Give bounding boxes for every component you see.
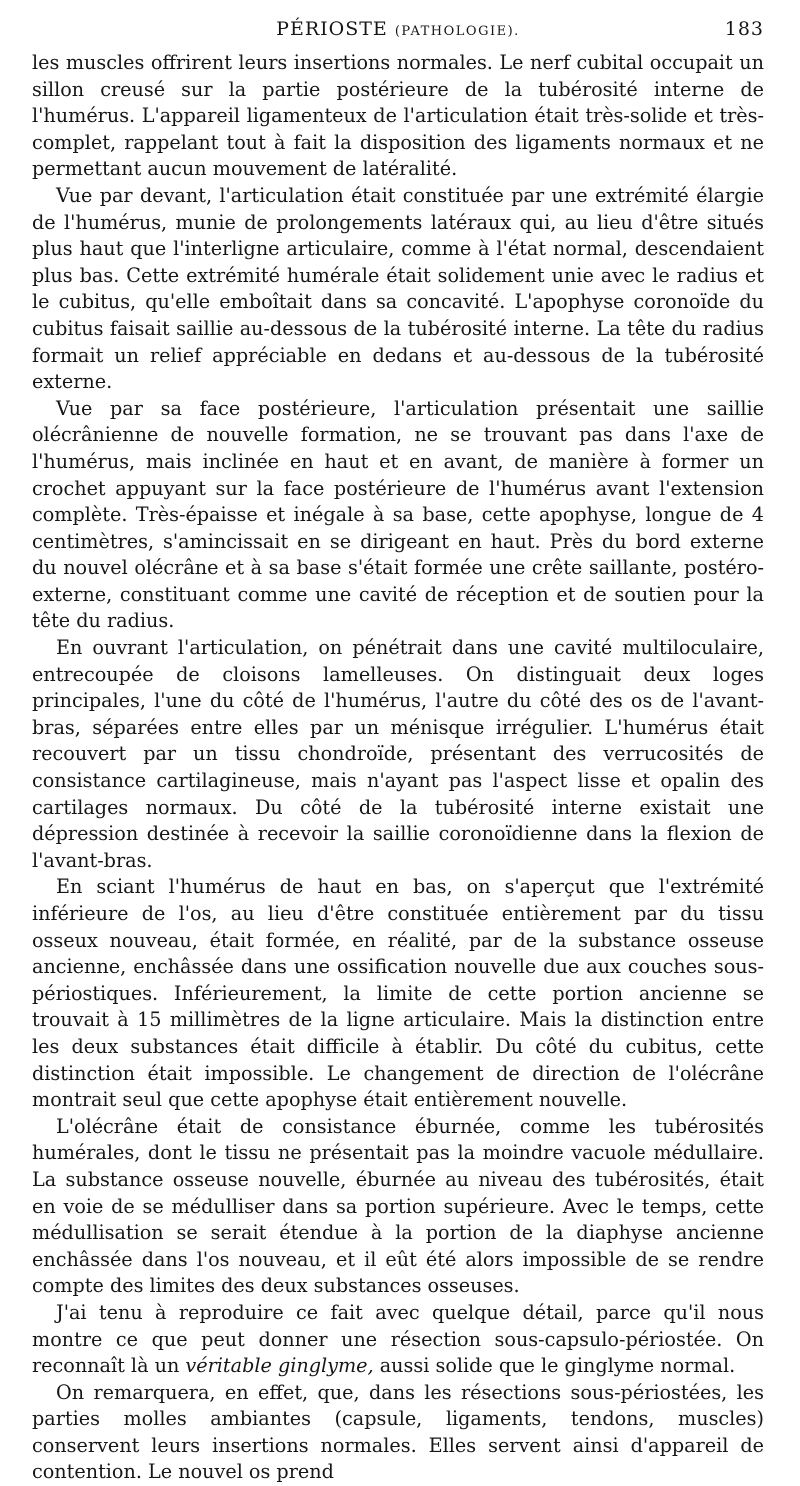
paragraph-text: aussi solide que le ginglyme normal. bbox=[373, 1354, 736, 1378]
running-head bbox=[32, 12, 764, 50]
italic-term: véritable ginglyme, bbox=[185, 1354, 374, 1378]
book-page bbox=[32, 12, 764, 1486]
paragraph: les muscles offrirent leurs insertions normales. Le nerf cubital occupait un sillon creusé sur la partie postérieure de la tubérosité interne de l'humérus. L'appareil ligamenteux de l'articulation était très-solide et très-complet, rappelant tout à fait la disposition des ligaments normaux et ne permettant aucun mouvement de latéralité. bbox=[32, 51, 764, 181]
paragraph bbox=[32, 1300, 764, 1380]
running-title bbox=[32, 18, 764, 40]
running-title-subtitle: (PATHOLOGIE). bbox=[394, 24, 520, 39]
paragraph: Vue par sa face postérieure, l'articulation présentait une saillie olécrânienne de nouvelle formation, ne se trouvant pas dans l'axe de l'humérus, mais inclinée en haut et en avant, de manière à former un crochet appuyant sur la face postérieure de l'humérus avant l'extension complète. Très-épaisse et inégale à sa base, cette apophyse, longue de 4 centimètres, s'amincissait en se dirigeant en haut. Près du bord externe du nouvel olécrâne et à sa base s'était formée une crête saillante, postéro-externe, constituant comme une cavité de réception et de soutien pour la tête du radius. bbox=[32, 396, 764, 633]
paragraph: En ouvrant l'articulation, on pénétrait dans une cavité multiloculaire, entrecoupée de cloisons lamelleuses. On distinguait deux loges principales, l'une du côté de l'humérus, l'autre du côté des os de l'avant-bras, séparées entre elles par un ménisque irrégulier. L'humérus était recouvert par un tissu chondroïde, présentant des verrucosités de consistance cartilagineuse, mais n'ayant pas l'aspect lisse et opalin des cartilages normaux. Du côté de la tubérosité interne existait une dépression destinée à recevoir la saillie coronoïdienne dans la flexion de l'avant-bras. bbox=[32, 636, 764, 872]
paragraph: En sciant l'humérus de haut en bas, on s'aperçut que l'extrémité inférieure de l'os, au lieu d'être constituée entièrement par du tissu osseux nouveau, était formée, en réalité, par de la substance osseuse ancienne, enchâssée dans une ossification nouvelle due aux couches sous-périostiques. Inférieurement, la limite de cette portion ancienne se trouvait à 15 millimètres de la ligne articulaire. Mais la distinction entre les deux substances était difficile à établir. Du côté du cubitus, cette distinction était impossible. Le changement de direction de l'olécrâne montrait seul que cette apophyse était entièrement nouvelle. bbox=[32, 875, 764, 1112]
running-title-main: PÉRIOSTE bbox=[276, 18, 388, 40]
paragraph: L'olécrâne était de consistance éburnée, comme les tubérosités humérales, dont le tissu ne présentait pas la moindre vacuole médullaire. La substance osseuse nouvelle, éburnée au niveau des tubérosités, était en voie de se médulliser dans sa portion supérieure. Avec le temps, cette médullisation se serait étendue à la portion de la diaphyse ancienne enchâssée dans l'os nouveau, et il eût été alors impossible de se rendre compte des limites des deux substances osseuses. bbox=[32, 1114, 764, 1298]
paragraph-text: J'ai tenu à reproduire ce fait avec quelque détail, parce qu'il nous montre ce que peut donner une résection sous-capsulo-périostée. On reconnaît là un bbox=[32, 1300, 764, 1378]
paragraph: Vue par devant, l'articulation était constituée par une extrémité élargie de l'humérus, munie de prolongements latéraux qui, au lieu d'être situés plus haut que l'interligne articulaire, comme à l'état normal, descendaient plus bas. Cette extrémité humérale était solidement unie avec le radius et le cubitus, qu'elle emboîtait dans sa concavité. L'apophyse coronoïde du cubitus faisait saillie au-dessous de la tubérosité interne. La tête du radius formait un relief appréciable en dedans et au-dessous de la tubérosité externe. bbox=[32, 183, 764, 394]
page-number: 183 bbox=[724, 18, 764, 40]
body-text bbox=[32, 50, 764, 1486]
paragraph: On remarquera, en effet, que, dans les résections sous-périostées, les parties molles ambiantes (capsule, ligaments, tendons, muscles) conservent leurs insertions normales. Elles servent ainsi d'appareil de contention. Le nouvel os prend bbox=[32, 1380, 764, 1484]
